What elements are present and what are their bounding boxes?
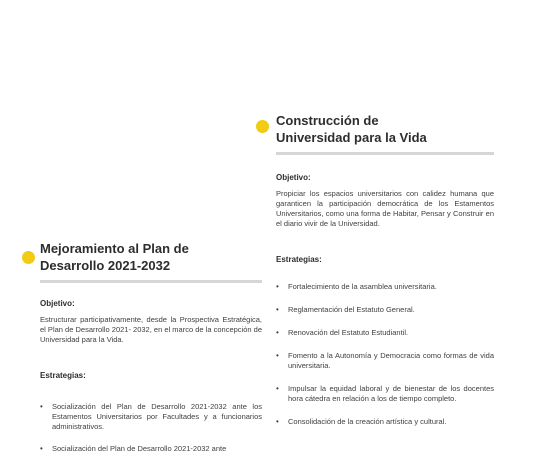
heading-divider xyxy=(40,280,262,283)
yellow-dot-icon xyxy=(22,251,35,264)
list-item: • Reglamentación del Estatuto General. xyxy=(276,305,494,315)
heading-line-2: Universidad para la Vida xyxy=(276,130,427,145)
section-heading-right xyxy=(256,112,494,146)
section-mejoramiento-plan xyxy=(20,240,262,454)
heading-line-1: Mejoramiento al Plan de xyxy=(40,241,189,256)
yellow-dot-icon xyxy=(256,120,269,133)
heading-line-1: Construcción de xyxy=(276,113,379,128)
list-item: • Socialización del Plan de Desarrollo 2021-2032 ante xyxy=(40,444,262,454)
list-item: • Consolidación de la creación artística y cultural. xyxy=(276,417,494,427)
list-item: • Socialización del Plan de Desarrollo 2021-2032 ante los Estamentos Universitarios por Facultades y a funcionarios administrativos. xyxy=(40,402,262,432)
section-heading-left xyxy=(20,240,262,274)
list-item: • Fortalecimiento de la asamblea universitaria. xyxy=(276,282,494,292)
objective-text: Propiciar los espacios universitarios con calidez humana que garanticen la participación democrática de los Estamentos Universitarios, como una forma de Habitar, Pensar y Construir en el diario vivir de la Universidad. xyxy=(276,189,494,228)
objective-text: Estructurar participativamente, desde la Prospectiva Estratégica, el Plan de Desarrollo 2021- 2032, en el marco de la concepción de Universidad para la Vida. xyxy=(40,315,262,344)
heading-line-2: Desarrollo 2021-2032 xyxy=(40,258,171,273)
strategies-list xyxy=(40,402,262,454)
objective-label: Objetivo: xyxy=(40,299,75,308)
list-item: • Renovación del Estatuto Estudiantil. xyxy=(276,328,494,338)
list-item: • Fomento a la Autonomía y Democracia como formas de vida universitaria. xyxy=(276,351,494,371)
objective-label: Objetivo: xyxy=(276,173,311,182)
list-item: • Impulsar la equidad laboral y de bienestar de los docentes hora cátedra en relación a los de tiempo completo. xyxy=(276,384,494,404)
strategies-label: Estrategias: xyxy=(40,371,86,380)
heading-divider xyxy=(276,152,494,155)
section-construccion-universidad xyxy=(256,112,494,427)
strategies-list xyxy=(276,282,494,427)
strategies-label: Estrategias: xyxy=(276,255,322,264)
